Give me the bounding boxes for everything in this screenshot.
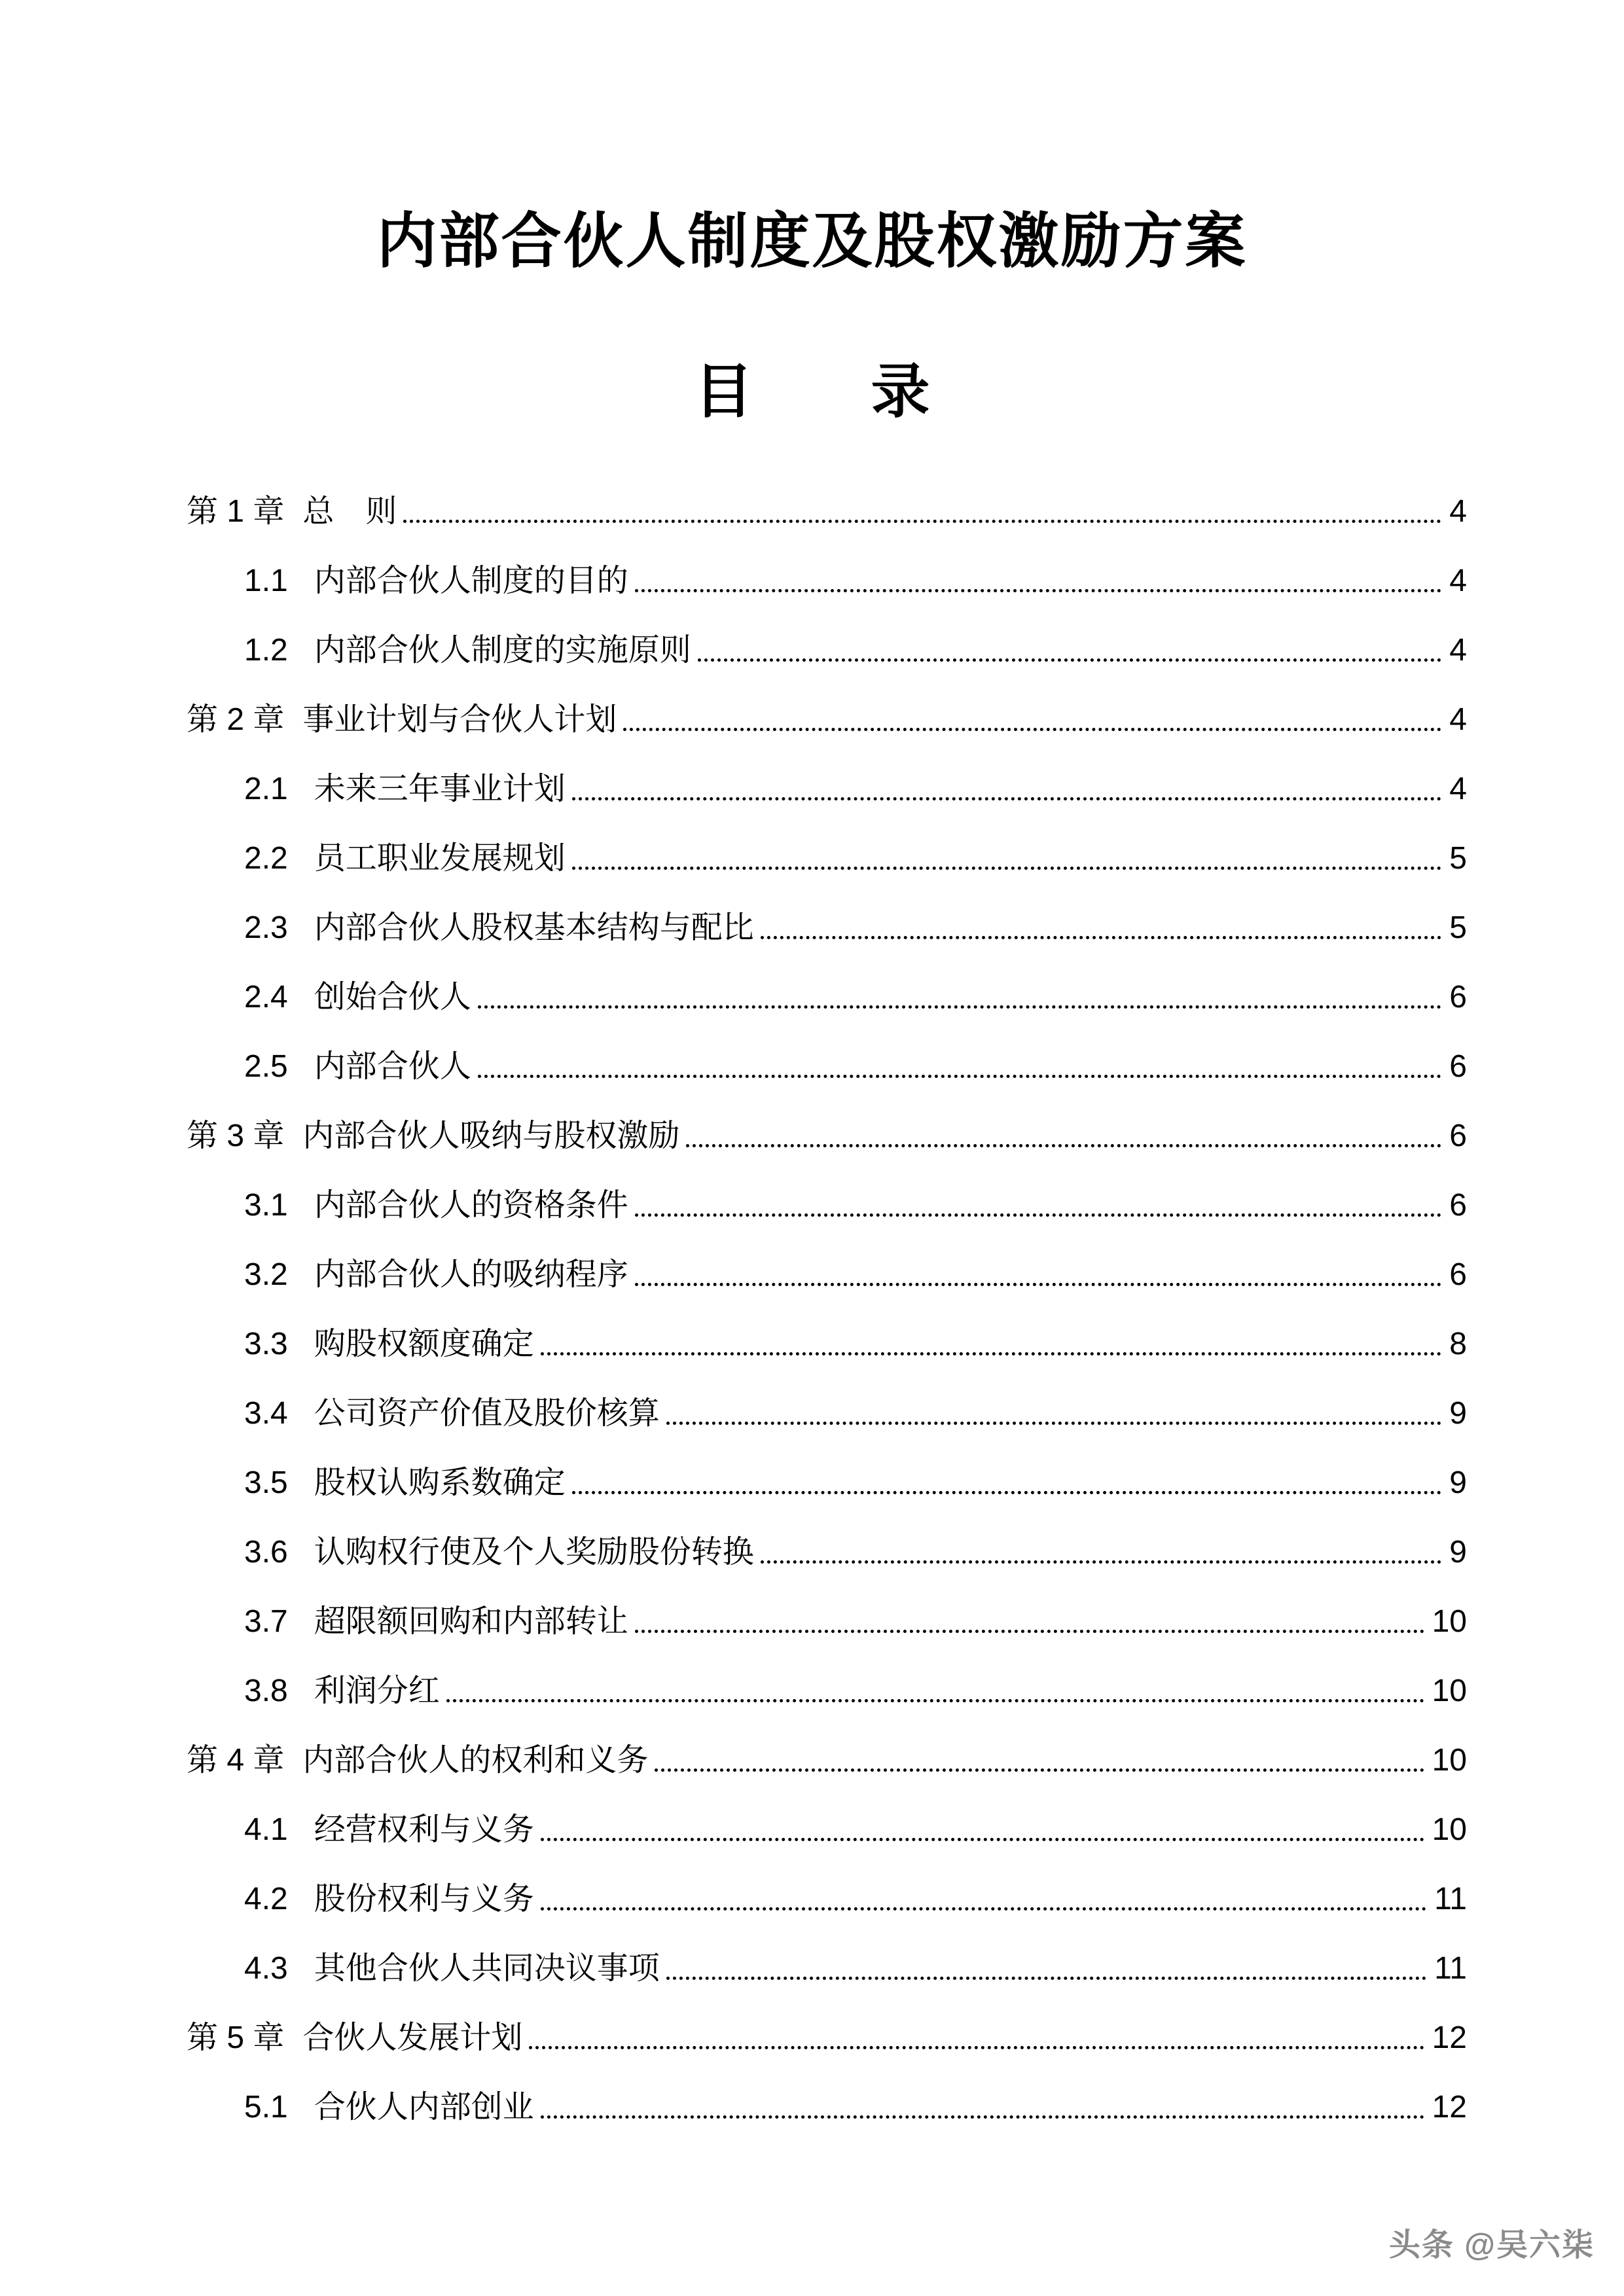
toc-leader-dots [572,845,1442,876]
toc-entry-label: 员工职业发展规划 [314,840,566,876]
watermark: 头条 @吴六柒 [1388,2228,1595,2263]
toc-entry [187,1709,1467,1778]
toc-entry-number: 3.2 [244,1257,288,1292]
toc-entry [187,1362,1467,1431]
toc-entry [187,2056,1467,2125]
toc-leader-dots [635,1192,1442,1223]
toc-leader-dots [541,2094,1424,2125]
toc-leader-dots [623,706,1441,738]
toc-entry [187,738,1467,807]
toc-page-number: 4 [1449,493,1467,529]
toc-entry [187,1778,1467,1848]
toc-page-number: 8 [1449,1326,1467,1361]
toc-leader-dots [478,984,1442,1015]
toc-entry [187,1015,1467,1085]
toc-page-number: 6 [1449,1118,1467,1153]
toc-leader-dots [666,1955,1426,1986]
toc-leader-dots [686,1122,1441,1154]
toc-entry-label: 其他合伙人共同决议事项 [314,1950,660,1986]
toc-entry-label: 经营权利与义务 [314,1812,534,1847]
toc-entry-number: 第 5 章 [187,2020,285,2055]
toc-entry [187,1848,1467,1917]
toc-leader-dots [572,1469,1442,1501]
toc-page-number: 12 [1432,2089,1467,2125]
toc-leader-dots [761,1539,1442,1570]
toc-entry [187,460,1467,529]
toc-entry-number: 5.1 [244,2089,288,2125]
toc-entry-label: 合伙人发展计划 [302,2020,523,2055]
toc-leader-dots [698,637,1442,668]
toc-entry [187,876,1467,946]
toc-entry-number: 1.2 [244,632,288,668]
toc-entry-label: 认购权行使及个人奖励股份转换 [314,1534,754,1570]
toc-entry [187,1986,1467,2056]
toc-entry-label: 未来三年事业计划 [314,771,566,806]
toc-leader-dots [541,1886,1426,1917]
document-title: 内部合伙人制度及股权激励方案 [376,208,1248,275]
toc-entry-number: 1.1 [244,563,288,598]
toc-entry-number: 第 1 章 [187,493,285,529]
toc-leader-dots [541,1331,1442,1362]
toc-entry-label: 总 则 [302,493,397,529]
toc-entry-number: 第 3 章 [187,1118,285,1153]
toc-leader-dots [666,1400,1442,1431]
toc-entry-label: 超限额回购和内部转让 [314,1604,628,1639]
toc-entry-label: 内部合伙人的吸纳程序 [314,1257,628,1292]
toc-entry-label: 股权认购系数确定 [314,1465,566,1500]
toc-entry-label: 购股权额度确定 [314,1326,534,1361]
toc-entry [187,1154,1467,1223]
toc-entry-number: 3.7 [244,1604,288,1639]
toc-entry-number: 第 4 章 [187,1742,285,1778]
toc-entry-number: 4.2 [244,1881,288,1916]
toc-entry-number: 第 2 章 [187,702,285,737]
toc-entry-label: 合伙人内部创业 [314,2089,534,2125]
toc-page-number: 10 [1432,1812,1467,1847]
toc-entry-number: 2.2 [244,840,288,876]
toc-leader-dots [403,498,1441,529]
toc-leader-dots [478,1053,1442,1085]
toc-entry [187,807,1467,876]
toc-entry-number: 2.5 [244,1049,288,1084]
toc-list [0,460,1624,2125]
toc-page-number: 9 [1449,1465,1467,1500]
toc-page-number: 6 [1449,1049,1467,1084]
toc-heading: 目 录 [694,359,930,425]
toc-entry-number: 4.3 [244,1950,288,1986]
toc-entry-label: 内部合伙人 [314,1049,471,1084]
toc-entry [187,529,1467,599]
toc-page-number: 12 [1432,2020,1467,2055]
toc-page-number: 10 [1432,1673,1467,1708]
toc-page-number: 10 [1432,1604,1467,1639]
toc-leader-dots [655,1747,1424,1778]
toc-entry-label: 内部合伙人股权基本结构与配比 [314,910,754,945]
toc-leader-dots [635,1261,1442,1293]
toc-entry-number: 4.1 [244,1812,288,1847]
toc-entry [187,1431,1467,1501]
toc-page-number: 11 [1434,1881,1467,1916]
toc-entry-label: 内部合伙人的资格条件 [314,1187,628,1223]
toc-entry [187,668,1467,738]
toc-entry [187,1223,1467,1293]
toc-page-number: 10 [1432,1742,1467,1778]
toc-page-number: 4 [1449,771,1467,806]
toc-page-number: 4 [1449,632,1467,668]
toc-entry-number: 3.1 [244,1187,288,1223]
toc-entry-number: 3.8 [244,1673,288,1708]
toc-page-number: 9 [1449,1534,1467,1570]
toc-page-number: 4 [1449,563,1467,598]
toc-entry-number: 2.3 [244,910,288,945]
toc-entry [187,1293,1467,1362]
toc-entry-number: 2.1 [244,771,288,806]
toc-page-number: 4 [1449,702,1467,737]
toc-entry [187,599,1467,668]
toc-entry-label: 内部合伙人吸纳与股权激励 [302,1118,680,1153]
toc-entry-label: 内部合伙人制度的目的 [314,563,628,598]
toc-page-number: 5 [1449,840,1467,876]
toc-page-number: 6 [1449,1257,1467,1292]
toc-entry [187,1640,1467,1709]
toc-entry-label: 创始合伙人 [314,979,471,1014]
toc-entry-number: 3.6 [244,1534,288,1570]
toc-entry-label: 公司资产价值及股价核算 [314,1395,660,1431]
toc-leader-dots [635,1608,1424,1640]
toc-page-number: 9 [1449,1395,1467,1431]
toc-entry-number: 3.3 [244,1326,288,1361]
toc-page-number: 5 [1449,910,1467,945]
toc-entry-label: 内部合伙人制度的实施原则 [314,632,691,668]
toc-leader-dots [635,567,1442,599]
toc-page-number: 11 [1434,1950,1467,1986]
toc-leader-dots [529,2024,1424,2056]
toc-leader-dots [541,1816,1424,1848]
toc-entry [187,1085,1467,1154]
toc-entry-number: 3.4 [244,1395,288,1431]
toc-entry-label: 内部合伙人的权利和义务 [302,1742,649,1778]
toc-entry-number: 2.4 [244,979,288,1014]
toc-entry [187,1570,1467,1640]
toc-entry [187,1501,1467,1570]
toc-leader-dots [446,1677,1424,1709]
toc-entry-label: 利润分红 [314,1673,440,1708]
toc-entry [187,1917,1467,1986]
toc-leader-dots [761,914,1442,946]
toc-leader-dots [572,776,1442,807]
toc-entry-label: 股份权利与义务 [314,1881,534,1916]
toc-entry [187,946,1467,1015]
toc-page-number: 6 [1449,979,1467,1014]
toc-page-number: 6 [1449,1187,1467,1223]
toc-entry-number: 3.5 [244,1465,288,1500]
toc-entry-label: 事业计划与合伙人计划 [302,702,617,737]
